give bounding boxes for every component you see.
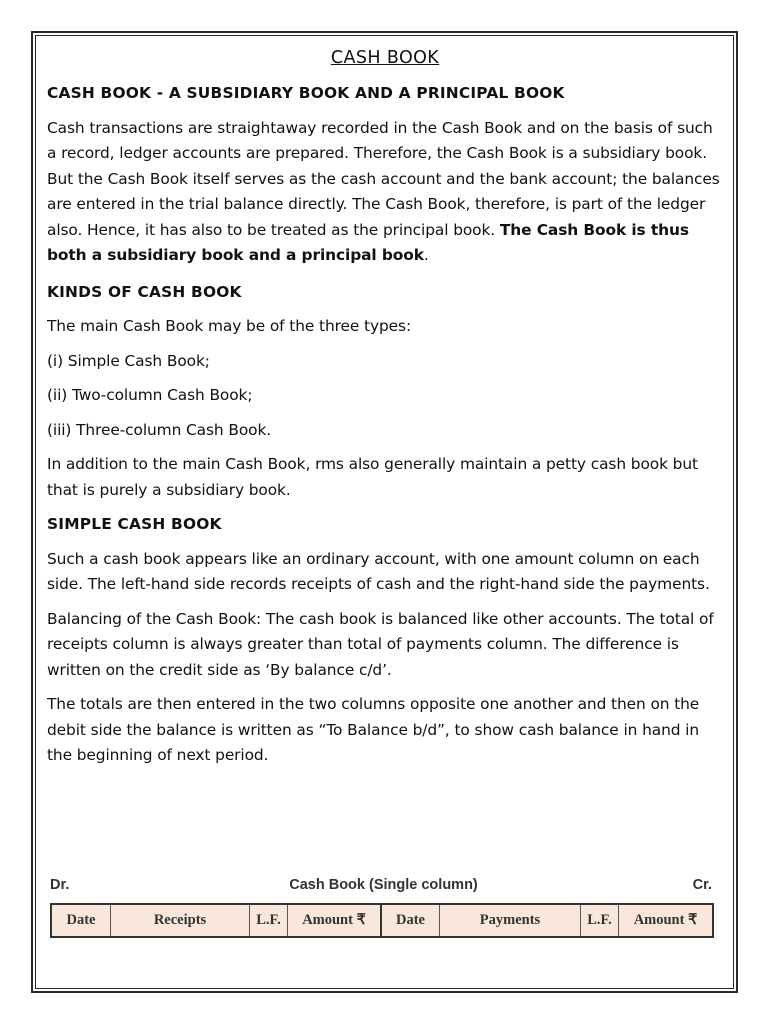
list-item-type-2: (ii) Two-column Cash Book; — [47, 386, 253, 404]
list-item-type-1: (i) Simple Cash Book; — [47, 351, 210, 370]
paragraph-balancing: Balancing of the Cash Book: The cash book is balanced like other accounts. The total of receipts column is always greater than total of payments column. The difference is written on the credit side as ‘By balance c/d’. — [47, 609, 714, 679]
paragraph-simple-desc: Such a cash book appears like an ordinary account, with one amount column on each side. The left-hand side records receipts of cash and the right-hand side the payments. — [47, 549, 710, 593]
section-heading-subsidiary-principal: CASH BOOK - A SUBSIDIARY BOOK AND A PRINCIPAL BOOK — [47, 84, 565, 102]
paragraph-totals: The totals are then entered in the two columns opposite one another and then on the debit side the balance is written as “To Balance b/d”, to show cash balance in hand in the beginning of next period. — [47, 695, 700, 764]
debit-label: Dr. — [50, 877, 70, 893]
list-item-type-3: (iii) Three-column Cash Book. — [47, 420, 272, 439]
column-header-amount-dr: Amount ₹ — [288, 904, 382, 937]
column-header-date-cr: Date — [381, 904, 440, 937]
paragraph-bold-text: The Cash Book is thus both a subsidiary book and a principal book — [47, 220, 689, 264]
document-body — [47, 44, 723, 778]
credit-label: Cr. — [692, 877, 712, 893]
paragraph-petty-cash-note: In addition to the main Cash Book, rms also generally maintain a petty cash book but that is purely a subsidiary book. — [47, 455, 698, 499]
column-header-date-dr: Date — [51, 904, 111, 937]
paragraph-text: Cash transactions are straightaway recorded in the Cash Book and on the basis of such a record, ledger accounts are prepared. Therefore, the Cash Book is a subsidiary book. But the Cash Book itself serves as the cash account and the bank account; the balances are entered in the trial balance directly. The Cash Book, therefore, is part of the ledger also. Hence, it has also to be treated as the principal book. — [47, 118, 720, 239]
cash-book-table — [50, 903, 714, 938]
column-header-payments: Payments — [440, 904, 581, 937]
section-heading-kinds: KINDS OF CASH BOOK — [47, 282, 242, 301]
cash-book-table-figure — [50, 877, 717, 938]
column-header-receipts: Receipts — [111, 904, 250, 937]
page-title: CASH BOOK — [330, 48, 440, 68]
paragraph-end: . — [423, 246, 429, 264]
column-header-lf-cr: L.F. — [581, 904, 619, 937]
table-header-row — [51, 904, 713, 937]
column-header-lf-dr: L.F. — [250, 904, 288, 937]
column-header-amount-cr: Amount ₹ — [619, 904, 714, 937]
table-caption — [50, 877, 717, 899]
section-heading-simple: SIMPLE CASH BOOK — [47, 515, 222, 533]
table-title: Cash Book (Single column) — [289, 877, 478, 893]
paragraph-kinds-intro: The main Cash Book may be of the three types: — [47, 317, 412, 335]
paragraph-subsidiary-principal — [47, 116, 723, 269]
